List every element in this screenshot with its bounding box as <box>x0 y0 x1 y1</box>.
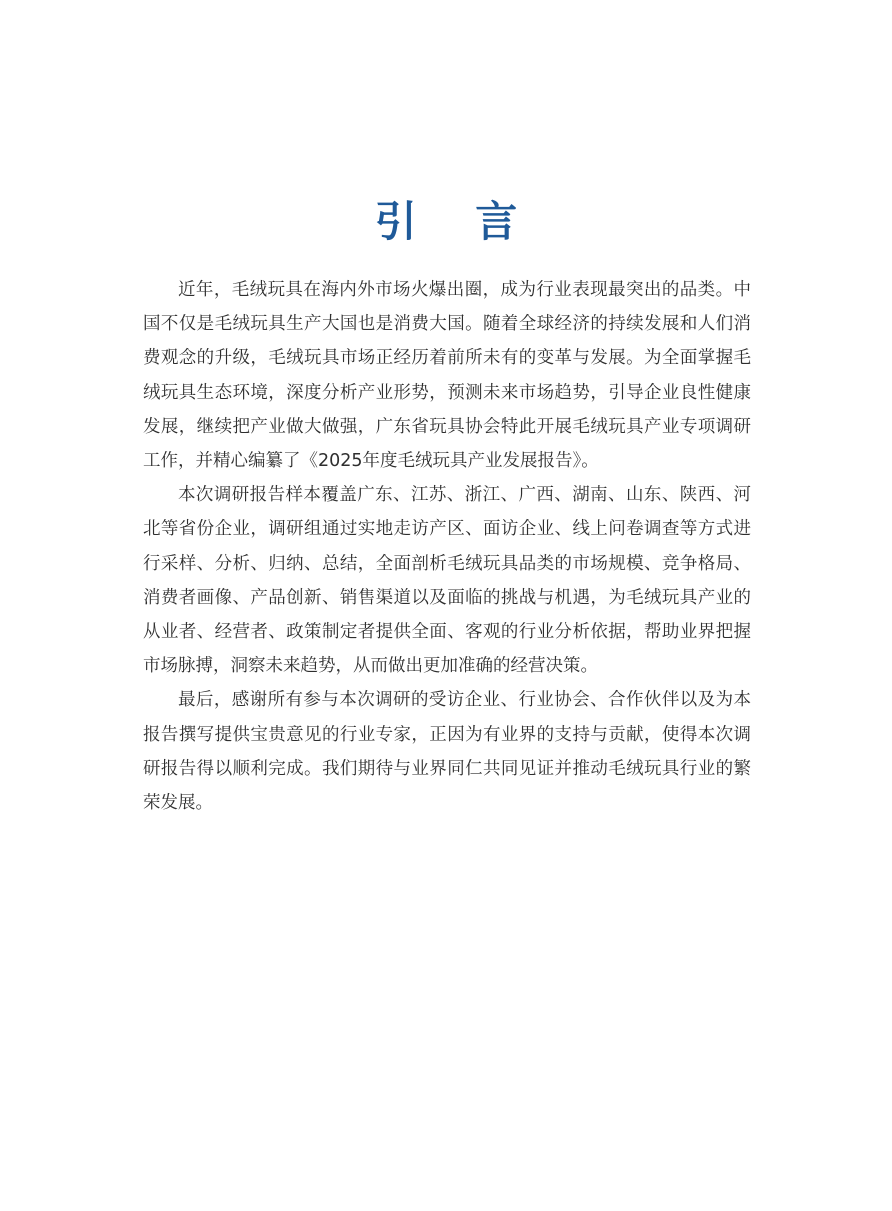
paragraph-3: 最后，感谢所有参与本次调研的受访企业、行业协会、合作伙伴以及为本报告撰写提供宝贵意见的行业专家，正因为有业界的支持与贡献，使得本次调研报告得以顺利完成。我们期待与业界同仁共同见证并推动毛绒玩具行业的繁荣发展。 <box>143 690 751 814</box>
page-title: 引 言 <box>374 197 540 247</box>
intro-body <box>143 273 751 820</box>
paragraph-2: 本次调研报告样本覆盖广东、江苏、浙江、广西、湖南、山东、陕西、河北等省份企业，调研组通过实地走访产区、面访企业、线上问卷调查等方式进行采样、分析、归纳、总结，全面剖析毛绒玩具品类的市场规模、竞争格局、消费者画像、产品创新、销售渠道以及面临的挑战与机遇，为毛绒玩具产业的从业者、经营者、政策制定者提供全面、客观的行业分析依据，帮助业界把握市场脉搏，洞察未来趋势，从而做出更加准确的经营决策。 <box>143 485 751 677</box>
paragraph-1: 近年，毛绒玩具在海内外市场火爆出圈，成为行业表现最突出的品类。中国不仅是毛绒玩具生产大国也是消费大国。随着全球经济的持续发展和人们消费观念的升级，毛绒玩具市场正经历着前所未有的变革与发展。为全面掌握毛绒玩具生态环境，深度分析产业形势，预测未来市场趋势，引导企业良性健康发展，继续把产业做大做强，广东省玩具协会特此开展毛绒玩具产业专项调研工作，并精心编纂了《2025年度毛绒玩具产业发展报告》。 <box>143 280 751 472</box>
